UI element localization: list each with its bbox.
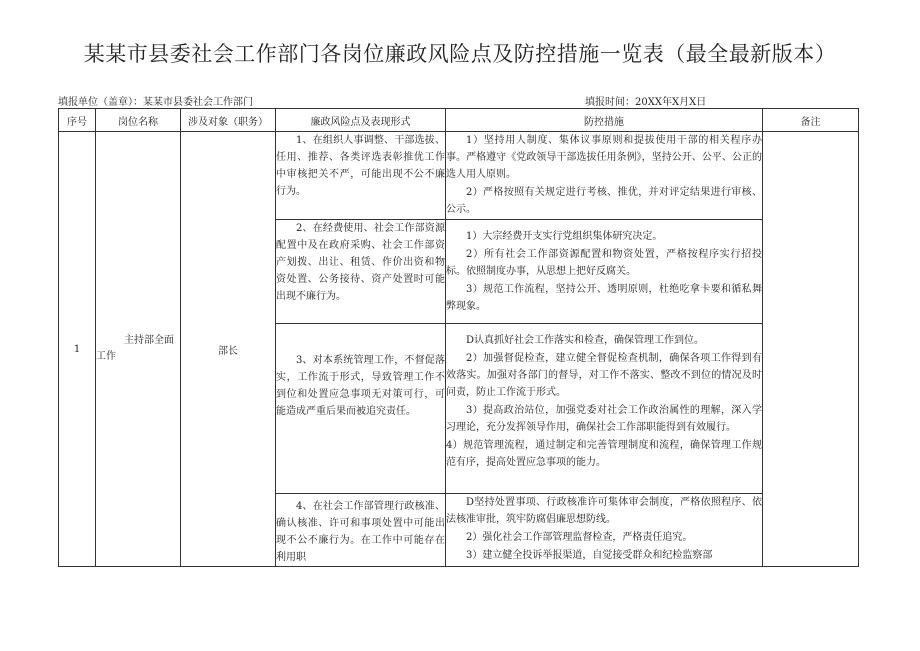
post-name-text: 主持部全面工作 (96, 335, 174, 362)
measures-2 (446, 220, 763, 324)
measure-item: D认真抓好社会工作落实和检查，确保管理工作到位。 (466, 335, 705, 346)
measures-1 (446, 132, 763, 220)
header-risk: 廉政风险点及表现形式 (276, 109, 446, 132)
measure-item: 2）严格按照有关规定进行考核、推优，并对评定结果进行审核、公示。 (446, 187, 762, 215)
target-role: 部长 (181, 132, 276, 567)
header-post: 岗位名称 (96, 109, 181, 132)
measure-item: 4）规范管理流程，通过制定和完善管理制度和流程，确保管理工作规范有序，提高处置应急事项的能力。 (446, 440, 762, 468)
header-index: 序号 (59, 109, 96, 132)
measure-item: 2）所有社会工作部资源配置和物资处置，严格按程序实行招投标。依照制度办事，从思想上把好反腐关。 (446, 249, 762, 277)
measure-item: D坚持处置事项、行政核准许可集体审会制度，严格依照程序、依法核准审批，筑牢防腐倡廉思想防线。 (446, 497, 762, 525)
header-measures: 防控措施 (446, 109, 763, 132)
header-remark: 备注 (763, 109, 859, 132)
risk-table (58, 108, 859, 567)
table-header-row (59, 109, 859, 132)
measure-item: 3）建立健全投诉举报渠道，自觉接受群众和纪检监察部 (466, 550, 713, 561)
filing-date: 填报时间：20XX年X月X日 (585, 97, 707, 108)
measure-item: 3）提高政治站位，加强党委对社会工作政治属性的理解，深入学习理论，充分发挥领导作用，确保社会工作部职能得到有效履行。 (446, 405, 762, 433)
measure-item: 3）规范工作流程，坚持公开、透明原则，杜绝吃拿卡要和循私舞弊现象。 (446, 284, 762, 312)
measures-3 (446, 324, 763, 494)
post-name (96, 132, 181, 567)
filing-unit: 填报单位（盖章）：某某市县委社会工作部门 (58, 97, 253, 108)
risk-point-4: 4、在社会工作部管理行政核准、确认核准、许可和事项处置中可能出现不公不廉行为。在工作中可能存在利用职 (276, 494, 446, 567)
measure-item: 1）大宗经费开支实行党组织集体研究决定。 (466, 231, 663, 242)
risk-point-2: 2、在经费使用、社会工作部资源配置中及在政府采购、社会工作部资产划拨、出让、租赁、作价出资和物资处置、公务接待、资产处置时可能出现不廉行为。 (276, 220, 446, 324)
table-row (59, 132, 859, 220)
measures-4 (446, 494, 763, 567)
page-title: 某某市县委社会工作部门各岗位廉政风险点及防控措施一览表（最全最新版本） (83, 42, 837, 66)
header-target: 涉及对象（职务） (181, 109, 276, 132)
measure-item: 2）强化社会工作部管理监督检查，严格责任追究。 (466, 532, 693, 543)
risk-point-3: 3、对本系统管理工作，不督促落实，工作流于形式，导致管理工作不到位和处置应急事项无对策可行，可能造成严重后果而被追究责任。 (276, 324, 446, 494)
row-index: 1 (59, 132, 96, 567)
measure-item: 1）坚持用人制度、集体议事原则和提拔使用干部的相关程序办事。严格遵守《党政领导干部选拔任用条例》，坚持公开、公平、公正的选人用人原则。 (446, 135, 762, 180)
remark-cell (763, 132, 859, 567)
risk-point-1: 1、在组织人事调整、干部选拔、任用、推荐、各类评选表彰推优工作中审核把关不严，可能出现不公不廉行为。 (276, 132, 446, 220)
measure-item: 2）加强督促检查，建立健全督促检查机制，确保各项工作得到有效落实。加强对各部门的督导，对工作不落实、整改不到位的情况及时问责，防止工作流于形式。 (446, 353, 762, 398)
